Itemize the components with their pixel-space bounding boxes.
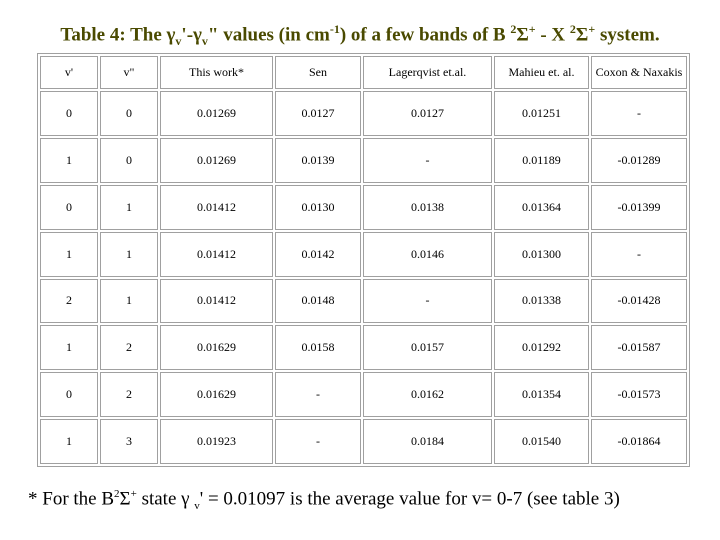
cell-coxon-naxakis: -	[591, 91, 687, 136]
footnote-prefix: * For the B	[28, 488, 115, 510]
header-lagerqvist: Lagerqvist et.al.	[363, 56, 492, 89]
table-row	[40, 91, 687, 136]
title-gamma: γ	[166, 24, 176, 46]
cell-lagerqvist: 0.0138	[363, 185, 492, 230]
header-mahieu: Mahieu et. al.	[494, 56, 589, 89]
cell-this-work: 0.01269	[160, 138, 273, 183]
cell-mahieu: 0.01300	[494, 232, 589, 277]
title-plus-2: +	[588, 22, 596, 36]
cell-v-upper: 1	[40, 138, 98, 183]
table-row	[40, 232, 687, 277]
cell-v-lower: 2	[100, 325, 158, 370]
table-row	[40, 325, 687, 370]
header-coxon-naxakis: Coxon & Naxakis	[591, 56, 687, 89]
cell-lagerqvist: 0.0184	[363, 419, 492, 464]
page-title	[0, 22, 720, 49]
header-this-work: This work*	[160, 56, 273, 89]
footnote-rest: ' = 0.01097 is the average value for v= 0-7 (see table 3)	[199, 488, 620, 510]
table-row	[40, 279, 687, 324]
header-sen: Sen	[275, 56, 361, 89]
cell-coxon-naxakis: -0.01587	[591, 325, 687, 370]
cell-mahieu: 0.01189	[494, 138, 589, 183]
footnote-sup: 2	[114, 488, 120, 500]
footnote	[28, 488, 620, 512]
title-double-prime: "	[207, 24, 219, 46]
cell-coxon-naxakis: -0.01399	[591, 185, 687, 230]
cell-coxon-naxakis: -0.01864	[591, 419, 687, 464]
cell-v-upper: 0	[40, 372, 98, 417]
title-sigma-1: Σ	[516, 24, 529, 46]
table-row	[40, 419, 687, 464]
cell-sen: 0.0158	[275, 325, 361, 370]
cell-this-work: 0.01412	[160, 279, 273, 324]
cell-this-work: 0.01923	[160, 419, 273, 464]
header-v-lower: v"	[100, 56, 158, 89]
title-v-sub: v	[175, 34, 182, 49]
cell-sen: 0.0142	[275, 232, 361, 277]
title-plus-1: +	[528, 22, 536, 36]
cell-v-lower: 1	[100, 185, 158, 230]
cell-sen: 0.0148	[275, 279, 361, 324]
title-gamma-2: γ	[193, 24, 202, 46]
cell-v-upper: 2	[40, 279, 98, 324]
cell-mahieu: 0.01292	[494, 325, 589, 370]
title-sup-2: 2	[569, 22, 576, 36]
cell-this-work: 0.01412	[160, 185, 273, 230]
cell-lagerqvist: 0.0157	[363, 325, 492, 370]
cell-v-lower: 1	[100, 232, 158, 277]
cell-v-lower: 0	[100, 91, 158, 136]
cell-v-upper: 1	[40, 232, 98, 277]
title-after-unit: ) of a few bands of B	[339, 24, 511, 46]
cell-coxon-naxakis: -0.01573	[591, 372, 687, 417]
values-table	[37, 53, 690, 467]
title-middle: values (in cm	[218, 24, 330, 46]
cell-v-upper: 0	[40, 91, 98, 136]
header-v-upper: v'	[40, 56, 98, 89]
table-row	[40, 138, 687, 183]
cell-mahieu: 0.01251	[494, 91, 589, 136]
cell-sen: -	[275, 372, 361, 417]
cell-v-lower: 1	[100, 279, 158, 324]
cell-v-lower: 3	[100, 419, 158, 464]
footnote-state: state γ	[136, 488, 195, 510]
cell-lagerqvist: 0.0146	[363, 232, 492, 277]
cell-this-work: 0.01629	[160, 325, 273, 370]
cell-v-upper: 0	[40, 185, 98, 230]
cell-v-upper: 1	[40, 325, 98, 370]
title-v-sub-2: v	[201, 34, 208, 49]
title-sup-1: 2	[510, 22, 517, 36]
title-prime: '-	[181, 24, 194, 46]
title-sigma-2: Σ	[575, 24, 589, 46]
cell-this-work: 0.01269	[160, 91, 273, 136]
cell-this-work: 0.01629	[160, 372, 273, 417]
cell-this-work: 0.01412	[160, 232, 273, 277]
footnote-plus: +	[130, 488, 137, 500]
footnote-sigma: Σ	[119, 488, 131, 510]
cell-coxon-naxakis: -	[591, 232, 687, 277]
cell-mahieu: 0.01540	[494, 419, 589, 464]
table-row	[40, 372, 687, 417]
cell-lagerqvist: -	[363, 279, 492, 324]
cell-v-lower: 2	[100, 372, 158, 417]
footnote-sub: v	[194, 500, 200, 513]
cell-lagerqvist: 0.0127	[363, 91, 492, 136]
table-header-row	[40, 56, 687, 89]
cell-sen: 0.0127	[275, 91, 361, 136]
cell-sen: -	[275, 419, 361, 464]
cell-v-lower: 0	[100, 138, 158, 183]
cell-coxon-naxakis: -0.01428	[591, 279, 687, 324]
cell-mahieu: 0.01354	[494, 372, 589, 417]
title-dash: - X	[535, 24, 570, 46]
cell-mahieu: 0.01338	[494, 279, 589, 324]
cell-coxon-naxakis: -0.01289	[591, 138, 687, 183]
cell-sen: 0.0130	[275, 185, 361, 230]
title-exponent: -1	[329, 22, 340, 36]
title-suffix: system.	[595, 24, 660, 46]
cell-lagerqvist: 0.0162	[363, 372, 492, 417]
cell-v-upper: 1	[40, 419, 98, 464]
cell-sen: 0.0139	[275, 138, 361, 183]
cell-lagerqvist: -	[363, 138, 492, 183]
table-row	[40, 185, 687, 230]
title-prefix: Table 4: The	[60, 24, 167, 46]
cell-mahieu: 0.01364	[494, 185, 589, 230]
